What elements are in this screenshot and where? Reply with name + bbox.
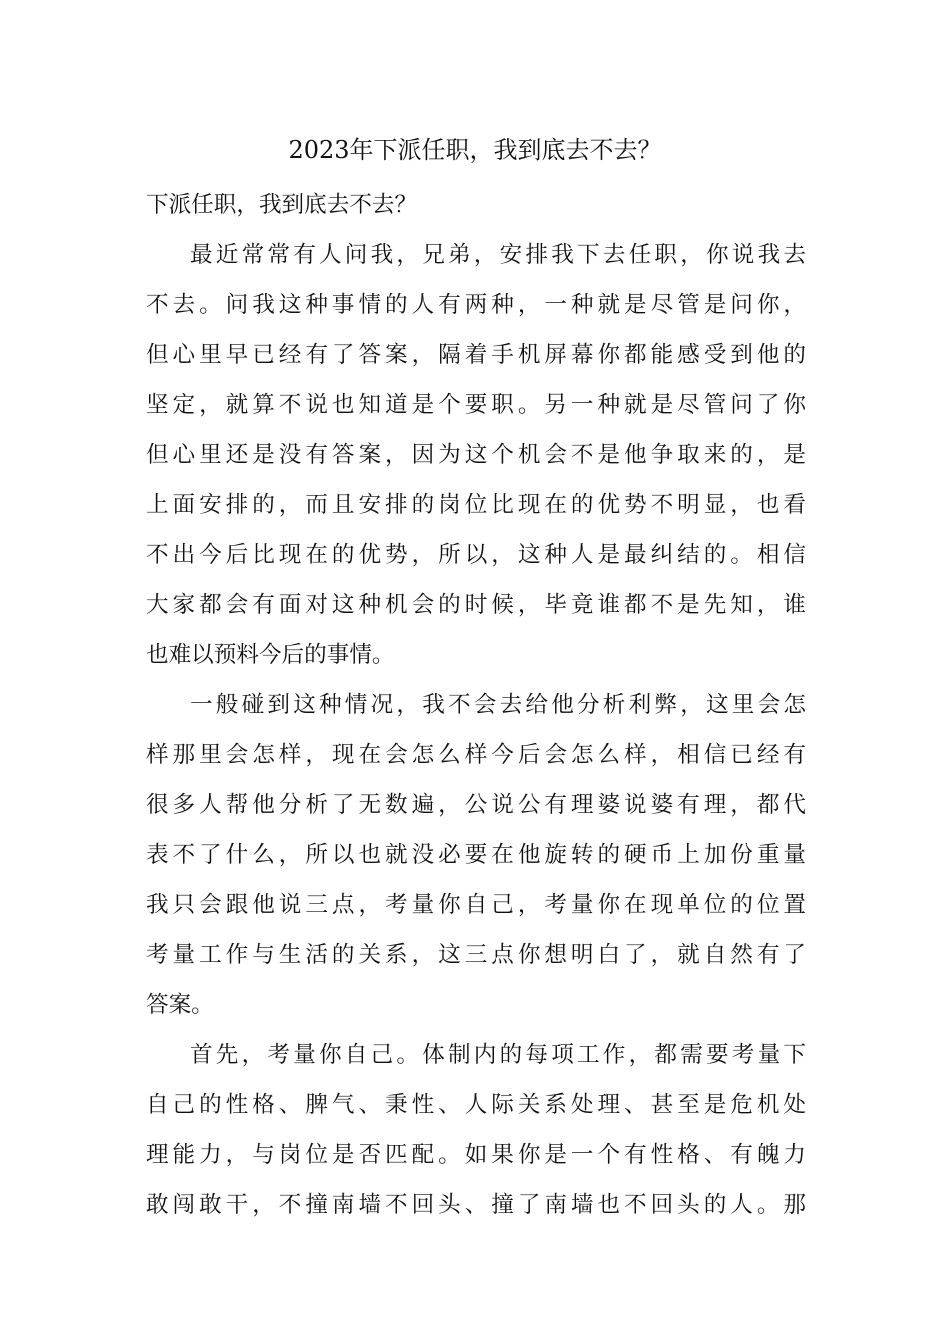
paragraph-2-line: 一般碰到这种情况，我不会去给他分析利弊，这里会怎: [190, 692, 806, 718]
paragraph-2-line: 表不了什么，所以也就没必要在他旋转的硬币上加份重量: [146, 842, 806, 868]
paragraph-3-line: 首先，考量你自己。体制内的每项工作，都需要考量下: [190, 1042, 806, 1068]
subtitle-line: 下派任职，我到底去不去？: [146, 192, 418, 218]
paragraph-2-line: 样那里会怎样，现在会怎么样今后会怎么样，相信已经有: [146, 742, 806, 768]
paragraph-1-line: 也难以预料今后的事情。: [146, 642, 395, 668]
paragraph-3-line: 理能力，与岗位是否匹配。如果你是一个有性格、有魄力: [146, 1142, 806, 1168]
paragraph-2-line: 答案。: [146, 992, 214, 1018]
paragraph-1-line: 但心里还是没有答案，因为这个机会不是他争取来的，是: [146, 442, 806, 468]
paragraph-1-line: 不去。问我这种事情的人有两种，一种就是尽管是问你，: [146, 292, 806, 318]
paragraph-2-line: 我只会跟他说三点，考量你自己，考量你在现单位的位置: [146, 892, 806, 918]
paragraph-3-line: 自己的性格、脾气、秉性、人际关系处理、甚至是危机处: [146, 1092, 806, 1118]
paragraph-1-line: 坚定，就算不说也知道是个要职。另一种就是尽管问了你: [146, 392, 806, 418]
paragraph-2-line: 很多人帮他分析了无数遍，公说公有理婆说婆有理，都代: [146, 792, 806, 818]
paragraph-1-line: 大家都会有面对这种机会的时候，毕竟谁都不是先知，谁: [146, 592, 806, 618]
paragraph-1-line: 最近常常有人问我，兄弟，安排我下去任职，你说我去: [190, 242, 806, 268]
document-body: [146, 180, 806, 1230]
paragraph-2-line: 考量工作与生活的关系，这三点你想明白了，就自然有了: [146, 942, 806, 968]
paragraph-1-line: 不出今后比现在的优势，所以，这种人是最纠结的。相信: [146, 542, 806, 568]
paragraph-1-line: 上面安排的，而且安排的岗位比现在的优势不明显，也看: [146, 492, 806, 518]
paragraph-1-line: 但心里早已经有了答案，隔着手机屏幕你都能感受到他的: [146, 342, 806, 368]
document-title: 2023年下派任职，我到底去不去？: [288, 136, 662, 164]
paragraph-3-line: 敢闯敢干，不撞南墙不回头、撞了南墙也不回头的人。那: [146, 1192, 806, 1218]
